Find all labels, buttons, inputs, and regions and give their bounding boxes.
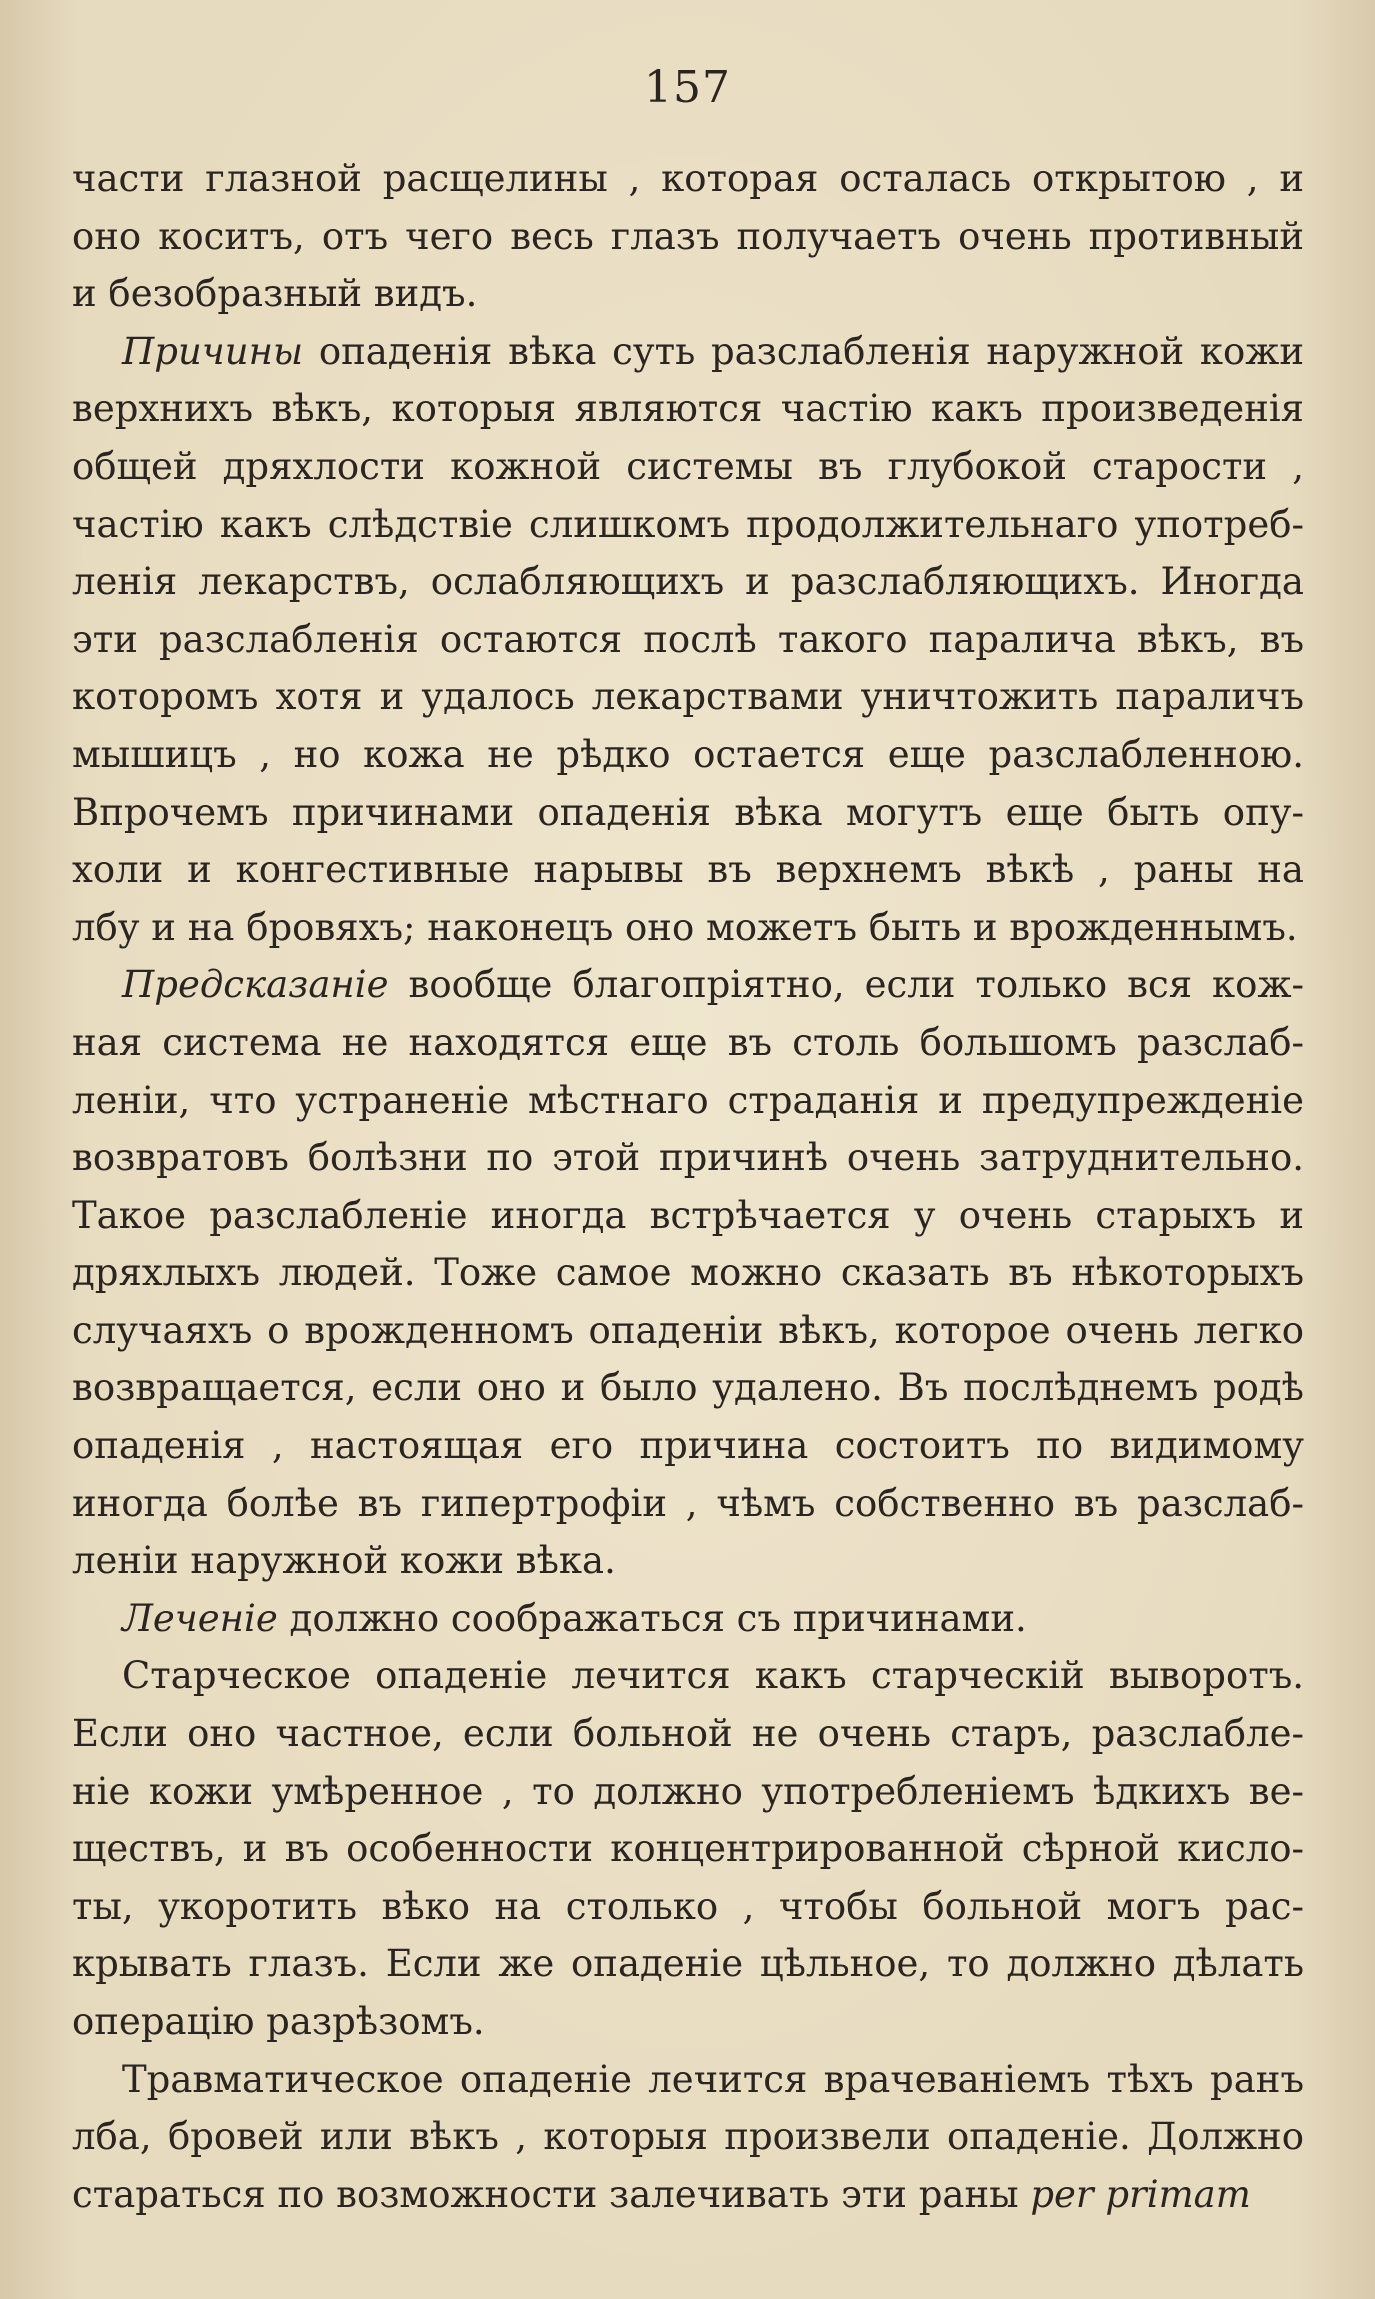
line-text: оно коситъ, отъ чего весь глазъ получаетъ очень противный [72,214,1304,258]
line-text: возвратовъ болѣзни по этой причинѣ очень затруднительно. [72,1136,1304,1180]
line-text: и безобразный видъ. [72,272,478,316]
text-line [72,726,1304,784]
line-text: которомъ хотя и удалось лекарствами уничтожить параличъ [72,675,1304,719]
text-line [72,1187,1304,1245]
text-line [72,150,1304,208]
text-line [72,899,1304,957]
text-line [72,2166,1304,2224]
line-text: ная система не находятся еще въ столь большомъ разслаб- [72,1020,1304,1064]
text-line [72,553,1304,611]
line-text: случаяхъ о врожденномъ опаденіи вѣкъ, которое очень легко [72,1308,1304,1352]
text-line [72,438,1304,496]
text-line [72,2108,1304,2166]
line-text: верхнихъ вѣкъ, которыя являются частію какъ произведенія [72,387,1304,431]
line-text: крывать глазъ. Если же опаденіе цѣльное, то должно дѣлать [72,1942,1304,1986]
section-lead-word: Предсказаніе [122,963,389,1007]
text-line [72,1302,1304,1360]
line-text: мышицъ , но кожа не рѣдко остается еще разслабленною. [72,732,1304,776]
text-line [72,1590,1304,1648]
line-text: Если оно частное, если больной не очень старъ, разслабле- [72,1712,1304,1756]
line-text: вообще благопріятно, если только вся кож- [388,963,1304,1007]
section-lead-word: Леченіе [122,1596,278,1640]
line-text: лбу и на бровяхъ; наконецъ оно можетъ быть и врожденнымъ. [72,905,1298,949]
text-line [72,1014,1304,1072]
text-line [72,1878,1304,1936]
text-line [72,1993,1304,2051]
line-text: Старческое опаденіе лечится какъ старческій выворотъ. [122,1654,1304,1698]
line-text: ніе кожи умѣренное , то должно употребленіемъ ѣдкихъ ве- [72,1769,1304,1813]
text-line [72,1820,1304,1878]
line-text: ленія лекарствъ, ослабляющихъ и разслабляющихъ. Иногда [72,560,1304,604]
paragraph [72,1590,1304,1648]
line-text: ществъ, и въ особенности концентрированной сѣрной кисло- [72,1827,1304,1871]
text-line [72,496,1304,554]
line-text: Такое разслабленіе иногда встрѣчается у очень старыхъ и [72,1193,1304,1237]
page-number: 157 [644,62,731,113]
line-text: дряхлыхъ людей. Тоже самое можно сказать въ нѣкоторыхъ [72,1251,1304,1295]
line-text: возвращается, если оно и было удалено. Въ послѣднемъ родѣ [72,1366,1304,1410]
text-line [72,1359,1304,1417]
line-text: иногда болѣе въ гипертрофіи , чѣмъ собственно въ разслаб- [72,1481,1304,1525]
line-text: эти разслабленія остаются послѣ такого паралича вѣкъ, въ [72,617,1304,661]
line-text: части глазной расщелины , которая осталась открытою , и [72,157,1304,200]
line-text: операцію разрѣзомъ. [72,2000,485,2043]
text-line [72,380,1304,438]
line-text: опаденія , настоящая его причина состоитъ по видимому [72,1424,1304,1468]
paragraph [72,956,1304,1590]
text-line [72,956,1304,1014]
line-text: общей дряхлости кожной системы въ глубокой старости , [72,444,1304,488]
line-text: должно соображаться съ причинами. [277,1596,1027,1640]
paragraph [72,323,1304,957]
text-line [72,323,1304,381]
text-line [72,1129,1304,1187]
latin-phrase: per primam [1030,2172,1251,2216]
section-lead-word: Причины [122,329,304,373]
text-line [72,841,1304,899]
text-line [72,1475,1304,1533]
text-line [72,611,1304,669]
text-line [72,208,1304,266]
text-line [72,1244,1304,1302]
line-text: леніи наружной кожи вѣка. [72,1539,616,1583]
line-text: холи и конгестивные нарывы въ верхнемъ вѣкѣ , раны на [72,848,1304,892]
line-text: Травматическое опаденіе лечится врачеваніемъ тѣхъ ранъ [122,2057,1304,2101]
line-text: Впрочемъ причинами опаденія вѣка могутъ еще быть опу- [72,790,1304,834]
text-line [72,784,1304,842]
text-line [72,1417,1304,1475]
text-line [72,1647,1304,1705]
line-text: частію какъ слѣдствіе слишкомъ продолжительнаго употреб- [72,502,1304,546]
body-text [72,150,1304,2223]
line-text: лба, бровей или вѣкъ , которыя произвели опаденіе. Должно [72,2115,1304,2159]
text-line [72,1763,1304,1821]
line-text: стараться по возможности залечивать эти раны [72,2172,1031,2216]
text-line [72,1532,1304,1590]
paragraph [72,1647,1304,2050]
paragraph [72,150,1304,323]
text-line [72,1935,1304,1993]
text-line [72,265,1304,323]
line-text: опаденія вѣка суть разслабленія наружной кожи [303,329,1304,373]
text-line [72,1072,1304,1130]
paragraph [72,2051,1304,2224]
line-text: ты, укоротить вѣко на столько , чтобы больной могъ рас- [72,1884,1304,1928]
text-line [72,2051,1304,2109]
text-line [72,668,1304,726]
line-text: леніи, что устраненіе мѣстнаго страданія и предупрежденіе [72,1078,1304,1122]
text-line [72,1705,1304,1763]
